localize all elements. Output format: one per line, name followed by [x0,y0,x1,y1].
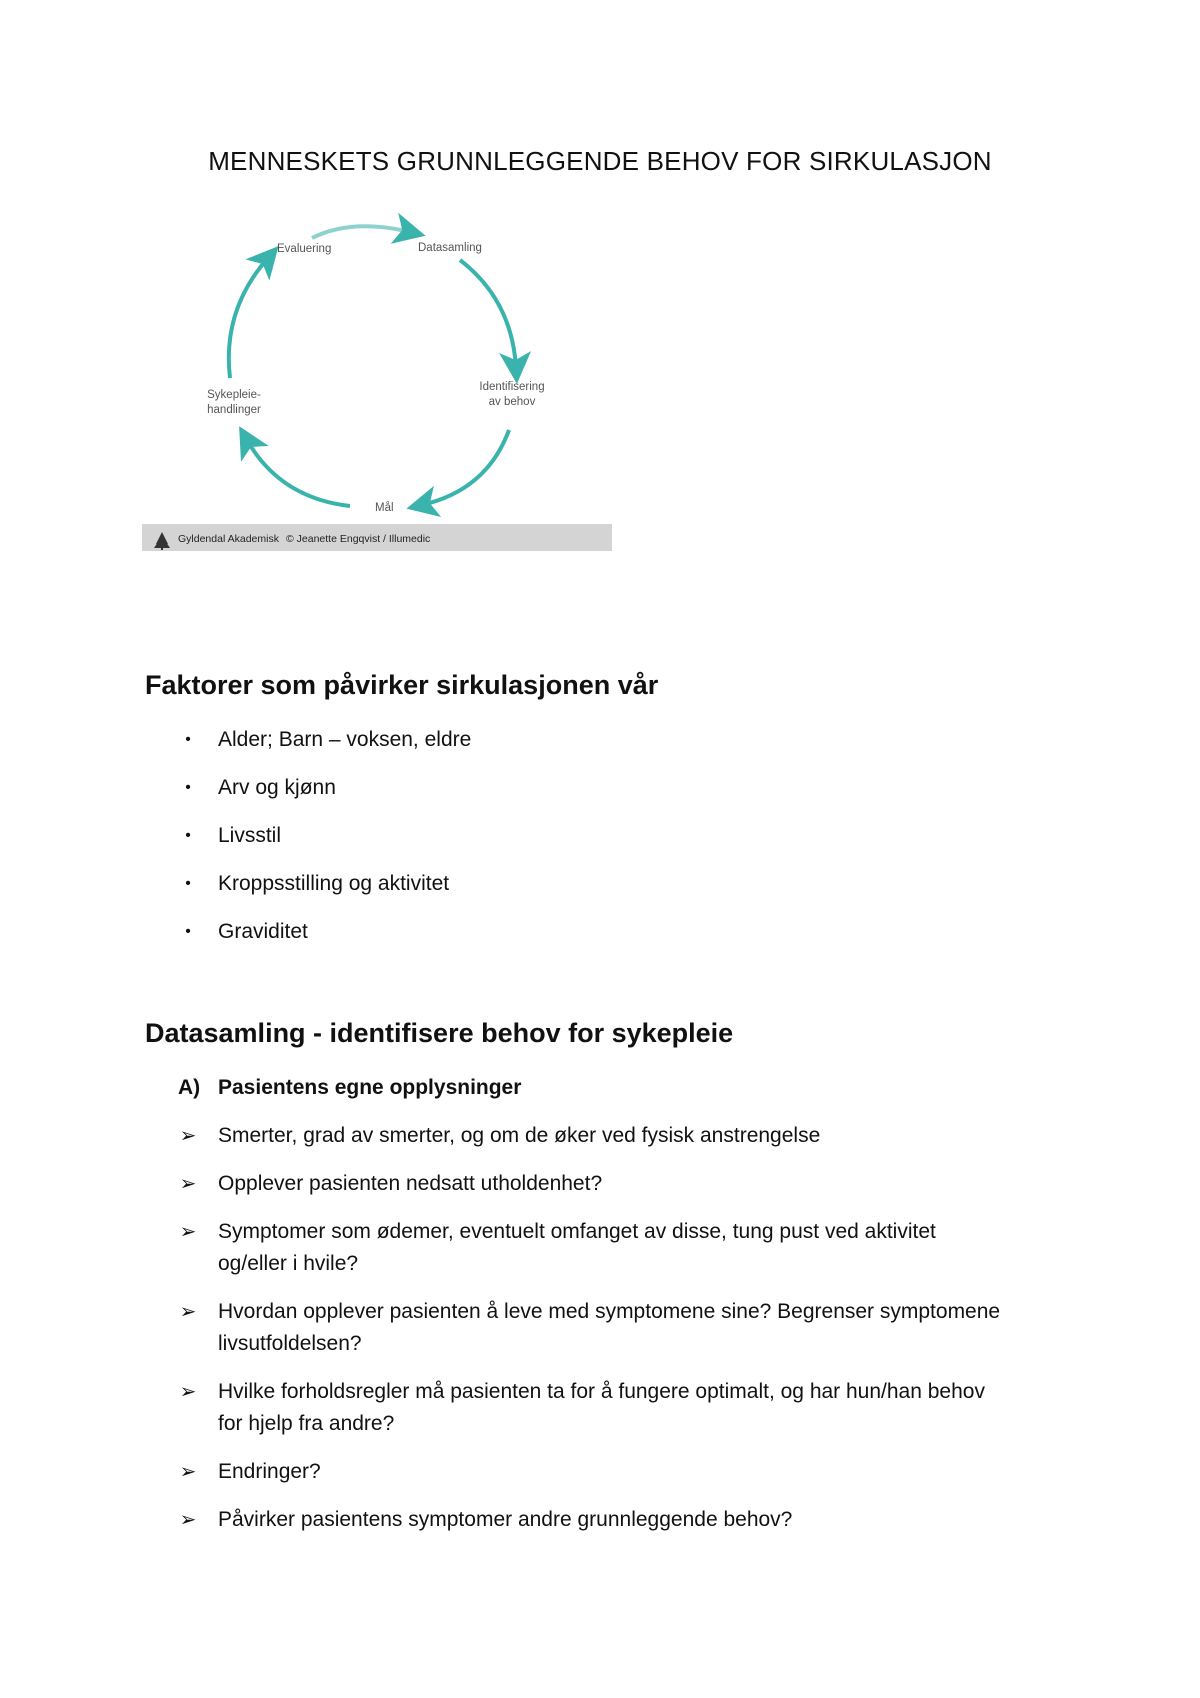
cycle-arrow-right [460,260,516,368]
document-title: MENNESKETS GRUNNLEGGENDE BEHOV FOR SIRKULASJON [208,146,992,176]
bullet-icon: • [185,923,191,940]
list-item-text: Hvilke forholdsregler må pasienten ta for å fungere optimalt, og har hun/han behov [218,1380,985,1403]
list-item-text: Alder; Barn – voksen, eldre [218,728,472,751]
list-item-text-continued: for hjelp fra andre? [218,1412,395,1435]
cycle-arrow-bottom-right [422,430,509,505]
arrow-bullet-icon: ➢ [179,1221,197,1243]
arrow-bullet-icon: ➢ [179,1381,197,1403]
factors-heading: Faktorer som påvirker sirkulasjonen vår [145,670,659,700]
arrow-bullet-icon: ➢ [179,1461,197,1483]
credit-copyright: © Jeanette Engqvist / Illumedic [286,533,431,545]
credit-publisher: Gyldendal Akademisk [178,533,279,545]
list-item-text: Opplever pasienten nedsatt utholdenhet? [218,1172,603,1195]
arrow-bullet-icon: ➢ [179,1125,197,1147]
list-item-text-continued: livsutfoldelsen? [218,1332,362,1355]
bullet-icon: • [185,827,191,844]
list-item-text-continued: og/eller i hvile? [218,1252,359,1275]
nursing-process-cycle-diagram [142,200,612,554]
label-sykepleie-1: Sykepleie- [207,389,261,401]
list-item-text: Symptomer som ødemer, eventuelt omfanget av disse, tung pust ved aktivitet [218,1220,936,1243]
sub-heading-marker: A) [178,1076,201,1099]
list-item-text: Kroppsstilling og aktivitet [218,872,450,895]
label-datasamling: Datasamling [418,242,482,254]
bullet-icon: • [185,731,191,748]
list-item-text: Endringer? [218,1460,321,1483]
label-mal: Mål [375,502,394,514]
cycle-arrow-left [229,258,268,378]
list-item-text: Livsstil [218,824,282,847]
list-item-text: Påvirker pasientens symptomer andre grunnleggende behov? [218,1508,793,1531]
label-evaluering: Evaluering [277,243,332,255]
list-item-text: Graviditet [218,920,308,943]
arrow-bullet-icon: ➢ [179,1173,197,1195]
list-item-text: Hvordan opplever pasienten å leve med symptomene sine? Begrenser symptomene [218,1300,1001,1323]
list-item-text: Smerter, grad av smerter, og om de øker ved fysisk anstrengelse [218,1124,821,1147]
label-identifisering-1: Identifisering [479,381,545,393]
sub-heading-text: Pasientens egne opplysninger [218,1076,522,1099]
label-sykepleie-2: handlinger [207,404,261,416]
arrow-bullet-icon: ➢ [179,1301,197,1323]
nursing-process-figure [142,200,612,554]
cycle-arrow-bottom-left [247,440,350,506]
list-item-text: Arv og kjønn [218,776,336,799]
cycle-arrow-top [312,226,410,238]
bullet-icon: • [185,779,191,796]
label-identifisering-2: av behov [488,396,536,408]
arrow-bullet-icon: ➢ [179,1509,197,1531]
datasamling-heading: Datasamling - identifisere behov for sykepleie [145,1018,734,1048]
bullet-icon: • [185,875,191,892]
